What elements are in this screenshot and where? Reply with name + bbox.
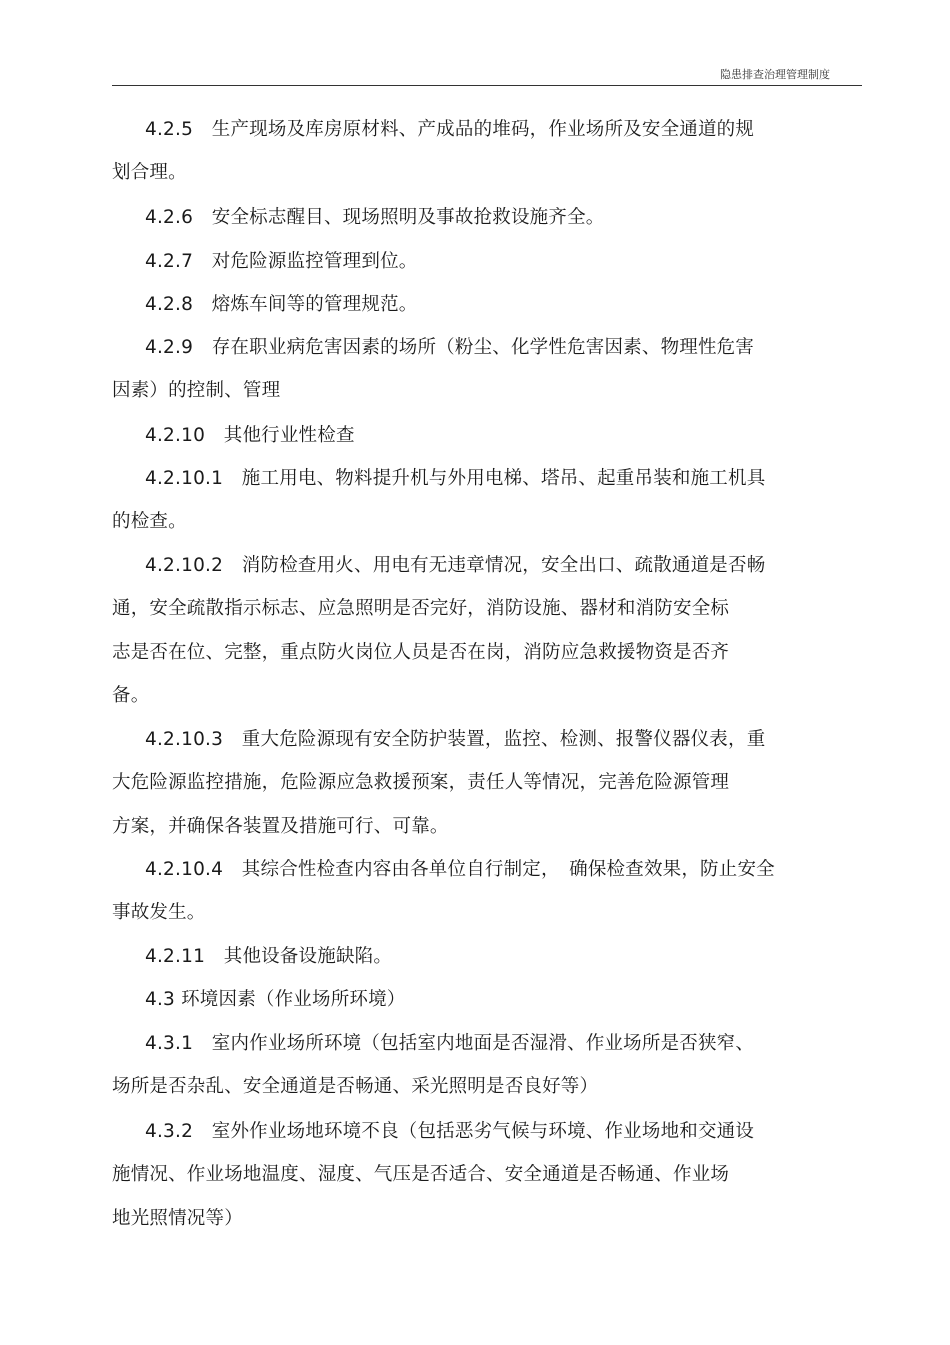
text-line: 因素）的控制、管理 bbox=[112, 380, 281, 401]
text-line: 4.2.10.2 消防检查用火、用电有无违章情况，安全出口、疏散通道是否畅 bbox=[145, 555, 766, 576]
text-line: 划合理。 bbox=[112, 162, 187, 183]
text-line: 4.2.8 熔炼车间等的管理规范。 bbox=[145, 294, 418, 315]
text-line: 4.2.10.4 其综合性检查内容由各单位自行制定， 确保检查效果，防止安全 bbox=[145, 859, 775, 880]
text-line: 志是否在位、完整，重点防火岗位人员是否在岗，消防应急救援物资是否齐 bbox=[112, 642, 730, 663]
text-line: 4.2.6 安全标志醒目、现场照明及事故抢救设施齐全。 bbox=[145, 207, 605, 228]
text-line: 事故发生。 bbox=[112, 902, 206, 923]
text-line: 4.2.11 其他设备设施缺陷。 bbox=[145, 946, 393, 967]
text-line: 方案，并确保各装置及措施可行、可靠。 bbox=[112, 816, 449, 837]
text-line: 4.3.2 室外作业场地环境不良（包括恶劣气候与环境、作业场地和交通设 bbox=[145, 1121, 755, 1142]
header-title: 隐患排查治理管理制度 bbox=[720, 68, 830, 81]
text-line: 4.2.10.3 重大危险源现有安全防护装置，监控、检测、报警仪器仪表，重 bbox=[145, 729, 766, 750]
text-line: 4.2.7 对危险源监控管理到位。 bbox=[145, 251, 418, 272]
text-line: 4.3 环境因素（作业场所环境） bbox=[145, 989, 406, 1010]
text-line: 4.2.10 其他行业性检查 bbox=[145, 425, 355, 446]
text-line: 4.2.9 存在职业病危害因素的场所（粉尘、化学性危害因素、物理性危害 bbox=[145, 337, 755, 358]
text-line: 的检查。 bbox=[112, 511, 187, 532]
text-line: 4.2.10.1 施工用电、物料提升机与外用电梯、塔吊、起重吊装和施工机具 bbox=[145, 468, 766, 489]
text-line: 大危险源监控措施，危险源应急救援预案，责任人等情况，完善危险源管理 bbox=[112, 772, 730, 793]
text-line: 备。 bbox=[112, 685, 150, 706]
header-rule bbox=[112, 85, 862, 86]
text-line: 4.3.1 室内作业场所环境（包括室内地面是否湿滑、作业场所是否狭窄、 bbox=[145, 1033, 755, 1054]
text-line: 施情况、作业场地温度、湿度、气压是否适合、安全通道是否畅通、作业场 bbox=[112, 1164, 730, 1185]
text-line: 地光照情况等） bbox=[112, 1208, 243, 1229]
text-line: 通，安全疏散指示标志、应急照明是否完好，消防设施、器材和消防安全标 bbox=[112, 598, 730, 619]
text-line: 场所是否杂乱、安全通道是否畅通、采光照明是否良好等） bbox=[112, 1076, 599, 1097]
text-line: 4.2.5 生产现场及库房原材料、产成品的堆码，作业场所及安全通道的规 bbox=[145, 119, 755, 140]
